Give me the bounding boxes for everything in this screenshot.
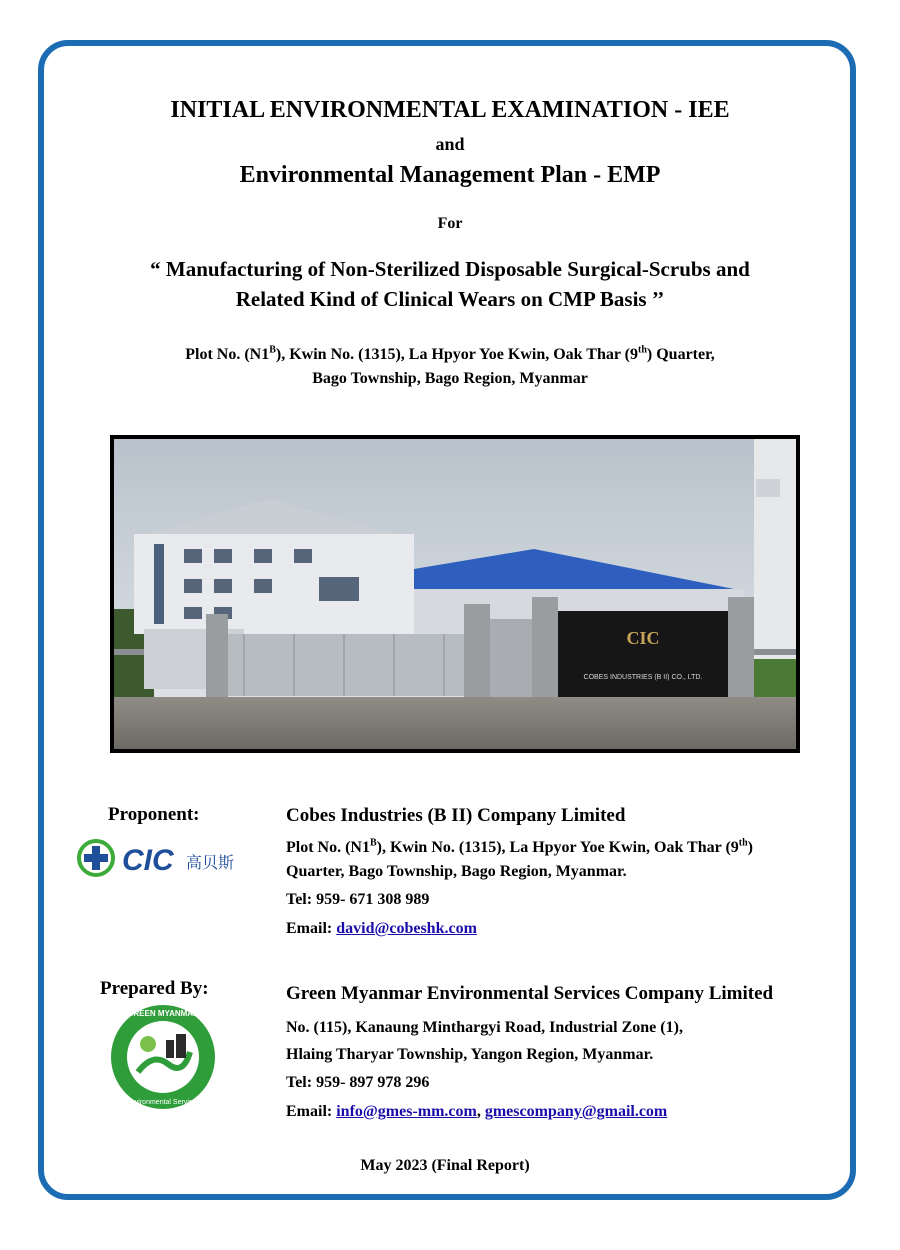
project-title-line2: Related Kind of Clinical Wears on CMP Basis ’’ [235, 287, 665, 311]
report-subtitle: Environmental Management Plan - EMP [239, 162, 661, 188]
project-title-line1: “ Manufacturing of Non-Sterilized Disposable Surgical-Scrubs and [150, 257, 750, 281]
proponent-email-line: Email: david@cobeshk.com [286, 920, 477, 937]
right-building [754, 439, 796, 669]
preparer-address-line2: Hlaing Tharyar Township, Yangon Region, Myanmar. [286, 1046, 654, 1063]
proponent-name: Cobes Industries (B II) Company Limited [286, 805, 626, 826]
office-building [134, 534, 414, 634]
factory-illustration [114, 439, 796, 749]
location-line2: Bago Township, Bago Region, Myanmar [312, 370, 588, 387]
company-sign [558, 611, 728, 699]
title-for: For [437, 215, 463, 232]
report-date: May 2023 (Final Report) [360, 1157, 530, 1174]
gate-pillar-3 [532, 597, 558, 699]
proponent-label: Proponent: [108, 804, 200, 825]
project-title [0, 254, 900, 314]
svg-text:高贝斯: 高贝斯 [186, 853, 235, 872]
proponent-address: Plot No. $(N1^B)$, Kwin No. (1315), La Hpyor Yoe Kwin, Oak Thar (9th) Quarter, Bago Township, Bago Region, Myanmar. [286, 837, 753, 880]
svg-text:GREEN MYANMAR: GREEN MYANMAR [127, 1009, 199, 1018]
svg-text:Environmental Services: Environmental Services [126, 1099, 200, 1106]
preparer-email-line: Email: info@gmes-mm.com, gmescompany@gmail.com [286, 1103, 668, 1120]
preparer-email-link-1[interactable]: info@gmes-mm.com [336, 1103, 477, 1120]
sliding-gate [228, 634, 468, 696]
gate-pillar-1 [206, 614, 228, 699]
preparer-email-link-2[interactable]: gmescompany@gmail.com [484, 1103, 668, 1120]
location-line1: Plot No. $(N1^B)$, Kwin No. (1315), La Hpyor Yoe Kwin, Oak Thar (9th) Quarter, [185, 344, 715, 363]
gate-pillar-2 [464, 604, 490, 699]
cic-logo [74, 834, 264, 884]
gate-pillar-4 [728, 597, 754, 699]
proponent-tel: Tel: 959- 671 308 989 [286, 891, 430, 908]
title-and: and [435, 134, 465, 154]
prepared-by-label: Prepared By: [100, 978, 209, 999]
svg-text:CIC: CIC [122, 844, 174, 877]
green-myanmar-logo [108, 1002, 218, 1112]
report-title: INITIAL ENVIRONMENTAL EXAMINATION - IEE [170, 97, 730, 123]
project-location [0, 343, 900, 391]
proponent-email-link[interactable]: david@cobeshk.com [336, 920, 477, 937]
preparer-name: Green Myanmar Environmental Services Company Limited [286, 983, 774, 1004]
preparer-address-line1: No. (115), Kanaung Minthargyi Road, Industrial Zone (1), [286, 1019, 683, 1036]
road [114, 697, 796, 749]
sign-logo: CIC [626, 628, 660, 648]
sign-text: COBES INDUSTRIES (B II) CO., LTD. [583, 674, 703, 681]
small-gate [490, 619, 534, 699]
air-conditioner [756, 479, 780, 497]
factory-photo [110, 435, 800, 753]
preparer-tel: Tel: 959- 897 978 296 [286, 1074, 430, 1091]
